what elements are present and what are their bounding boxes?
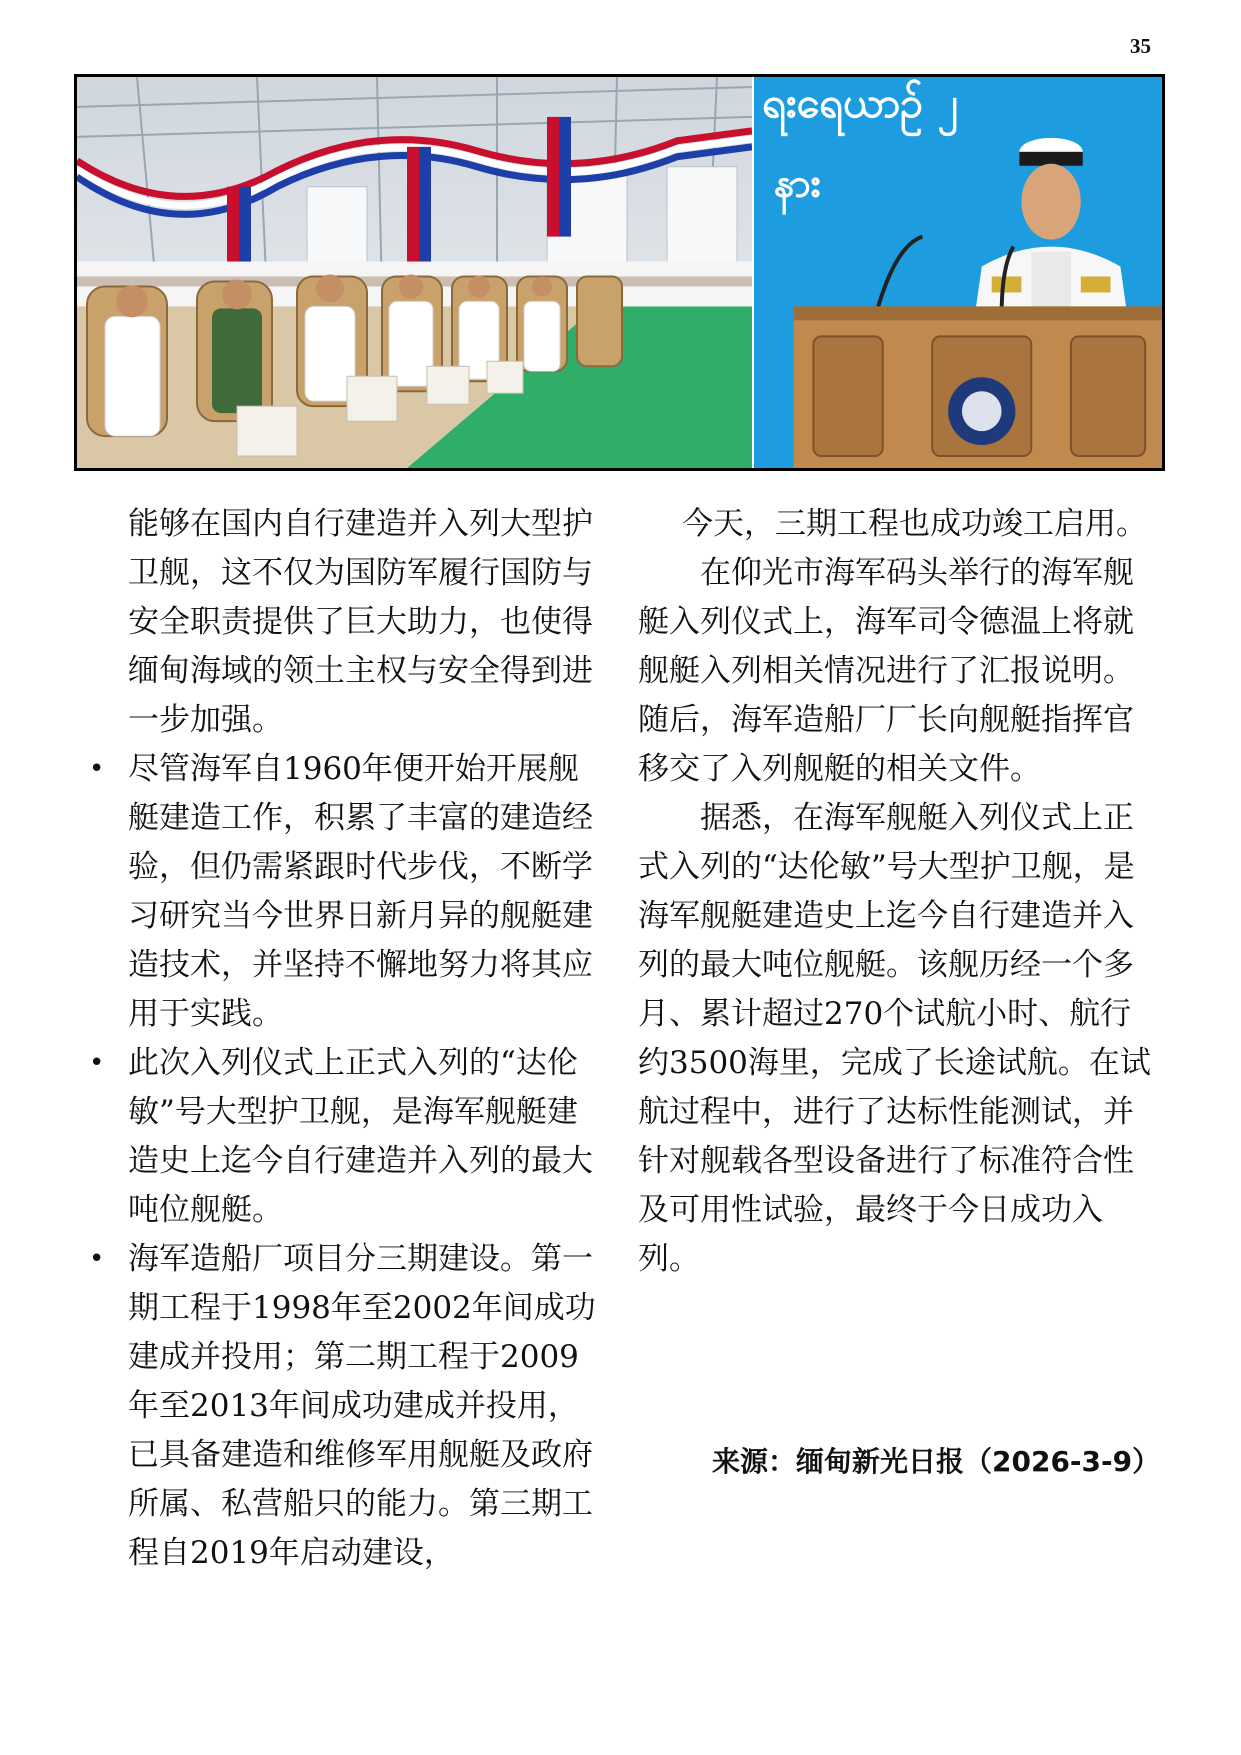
banner-text: ရး‌ရေယာဉ် ၂ (761, 77, 959, 127)
right-paragraph-3: 据悉，在海军舰艇入列仪式上正式入列的“达伦敏”号大型护卫舰，是海军舰艇建造史上迄今自行建造并入列的最大吨位舰艇。该舰历经一个多月、累计超过270个试航小时、航行约3500海里，完成了长途试航。在试航过程中，进行了达标性能测试，并针对舰载各型设备进行了标准符合性及可用性试验，最终于今日成功入列。 (638, 800, 1151, 1277)
right-column (638, 500, 1158, 1284)
photo-strip (74, 74, 1165, 471)
bullet-list (84, 745, 604, 1578)
right-paragraph-1: 今天，三期工程也成功竣工启用。 (682, 506, 1147, 542)
bullet-item-2: • 此次入列仪式上正式入列的“达伦敏”号大型护卫舰，是海军舰艇建造史上迄今自行建造并入列的最大吨位舰艇。 (84, 1039, 604, 1235)
bullet-item-3: • 海军造船厂项目分三期建设。第一期工程于1998年至2002年间成功建成并投用；第二期工程于2009年至2013年间成功建成并投用，已具备建造和维修军用舰艇及政府所属、私营船只的能力。第三期工程自2019年启动建设， (84, 1235, 604, 1578)
speaker-podium-photo (754, 77, 1162, 468)
intro-paragraph: 能够在国内自行建造并入列大型护卫舰，这不仅为国防军履行国防与安全职责提供了巨大助力，也使得缅甸海域的领土主权与安全得到进一步加强。 (128, 506, 593, 738)
ceremony-audience-image (77, 77, 752, 468)
right-paragraph-2: 在仰光市海军码头举行的海军舰艇入列仪式上，海军司令德温上将就舰艇入列相关情况进行了汇报说明。随后，海军造船厂厂长向舰艇指挥官移交了入列舰艇的相关文件。 (638, 555, 1134, 787)
source-credit: 来源：缅甸新光日报（2026-3-9） (712, 1445, 1161, 1478)
left-column (84, 500, 604, 1578)
ceremony-audience-photo (77, 77, 754, 468)
speaker-podium-image (754, 77, 1162, 468)
page-number: 35 (1130, 34, 1151, 58)
bullet-item-1: • 尽管海军自1960年便开始开展舰艇建造工作，积累了丰富的建造经验，但仍需紧跟时代步伐，不断学习研究当今世界日新月异的舰艇建造技术，并坚持不懈地努力将其应用于实践。 (84, 745, 604, 1039)
banner-subtext: နား (773, 160, 821, 207)
